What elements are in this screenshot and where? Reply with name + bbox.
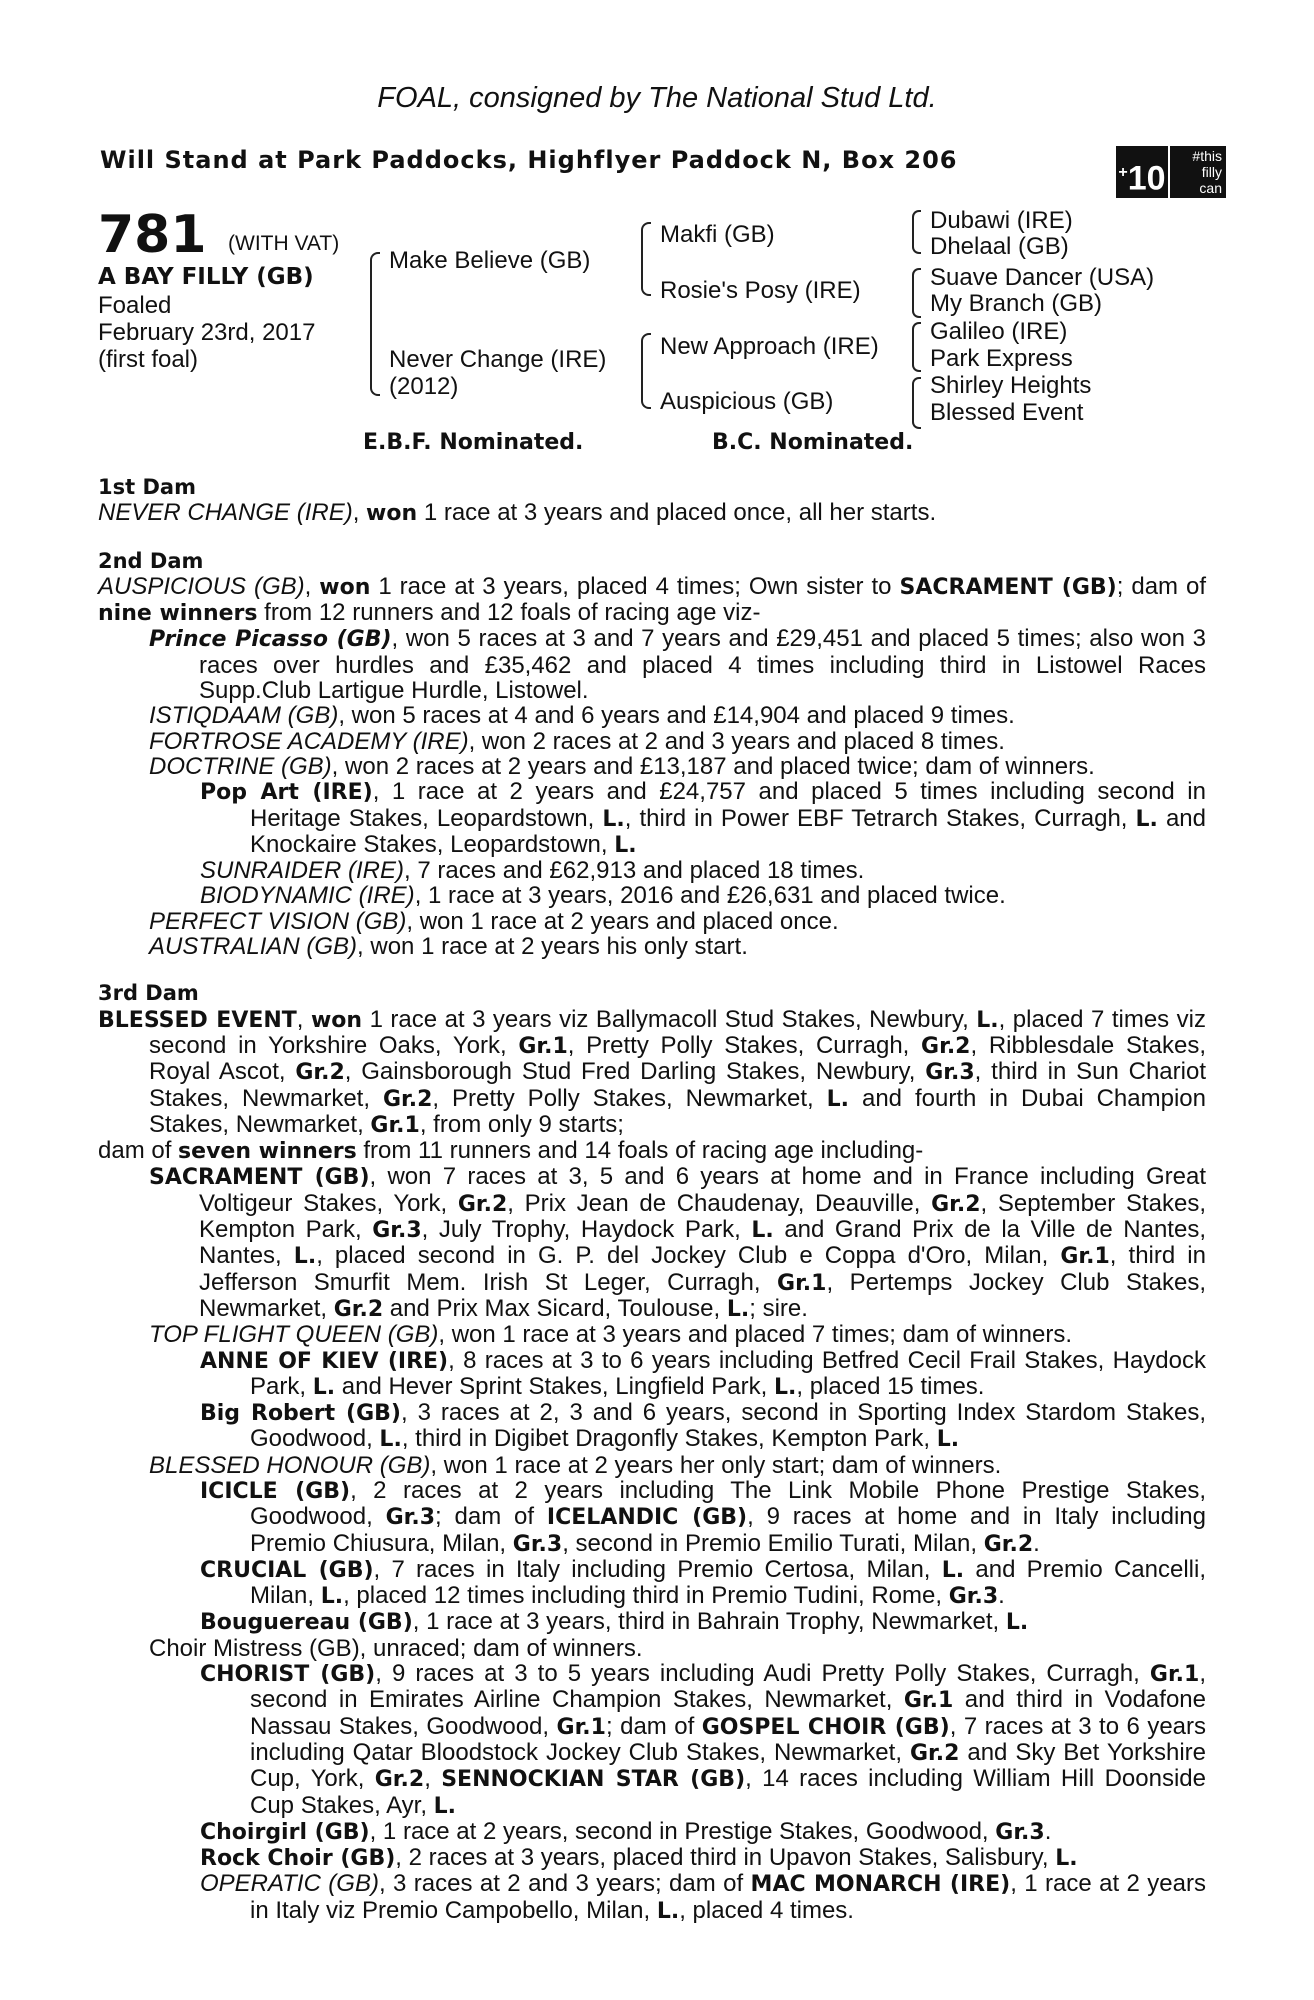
first-dam-heading: 1st Dam [98, 475, 196, 499]
dam: Never Change (IRE) [389, 346, 607, 373]
vat-note: (WITH VAT) [228, 232, 340, 255]
gg-5: Galileo (IRE) [930, 318, 1068, 345]
pedigree-brace-1 [370, 252, 380, 396]
ebf-nominated: E.B.F. Nominated. [363, 430, 584, 455]
gg-4: My Branch (GB) [930, 290, 1103, 317]
third-dam-heading: 3rd Dam [98, 981, 199, 1006]
catalogue-body [98, 475, 1206, 1924]
first-dam-entry: NEVER CHANGE (IRE), won 1 race at 3 years and placed once, all her starts. [98, 499, 937, 527]
this-filly-can-logo: #this filly can [1170, 146, 1226, 198]
sire-dam: Rosie's Posy (IRE) [660, 277, 861, 304]
progeny-bouguereau: Bouguereau (GB), 1 race at 3 years, third in Bahrain Trophy, Newmarket, L. [200, 1608, 1029, 1636]
lot-number: 781 [98, 205, 207, 265]
progeny-icicle: ICICLE (GB), 2 races at 2 years including The Link Mobile Phone Prestige Stakes, Goodwood, Gr.3; dam of ICELANDIC (GB), 9 races at home and in Italy including Premio Chiusura, Milan, Gr.3, second in Premio Emilio Turati, Milan, Gr.2. [200, 1476, 1207, 1557]
progeny-crucial: CRUCIAL (GB), 7 races in Italy including Premio Certosa, Milan, L. and Premio Cancelli, Milan, L., placed 12 times including third in Premio Tudini, Rome, Gr.3. [200, 1555, 1207, 1610]
consignment-line: FOAL, consigned by The National Stud Ltd. [377, 82, 937, 114]
progeny-big-robert: Big Robert (GB), 3 races at 2, 3 and 6 years, second in Sporting Index Stardom Stakes, Goodwood, L., third in Digibet Dragonfly Stakes, Kempton Park, L. [200, 1399, 1206, 1453]
third-dam-produce: dam of seven winners from 11 runners and 14 foals of racing age including- [98, 1137, 924, 1165]
gg-7: Shirley Heights [930, 372, 1092, 399]
foaled-date: February 23rd, 2017 [98, 319, 316, 346]
badge-10-logo: +10 [1116, 146, 1168, 198]
progeny-australian: AUSTRALIAN (GB), won 1 race at 2 years his only start. [149, 933, 748, 961]
gg-3: Suave Dancer (USA) [930, 264, 1155, 291]
gg-6: Park Express [930, 345, 1073, 372]
progeny-choirgirl: Choirgirl (GB), 1 race at 2 years, second in Prestige Stakes, Goodwood, Gr.3. [200, 1817, 1052, 1845]
progeny-sacrament: SACRAMENT (GB), won 7 races at 3, 5 and 6 years at home and in France including Great Voltigeur Stakes, York, Gr.2, Prix Jean de Chaudenay, Deauville, Gr.2, September Stakes, Kempton Park, Gr.3, July Trophy, Haydock Park, L. and Grand Prix de la Ville de Nantes, Nantes, L., placed second in G. P. del Jockey Club e Coppa d'Oro, Milan, Gr.1, third in Jefferson Smurfit Mem. Irish St Leger, Curragh, Gr.1, Pertemps Jockey Club Stakes, Newmarket, Gr.2 and Prix Max Sicard, Toulouse, L.; sire. [149, 1163, 1206, 1322]
pedigree-brace-4 [912, 210, 921, 254]
lot-name: A BAY FILLY (GB) [98, 264, 314, 290]
progeny-biodynamic: BIODYNAMIC (IRE), 1 race at 3 years, 2016 and £26,631 and placed twice. [200, 882, 1006, 910]
third-dam-entry: BLESSED EVENT, won 1 race at 3 years viz Ballymacoll Stud Stakes, Newbury, L., placed 7 times viz second in Yorkshire Oaks, York, Gr.1, Pretty Polly Stakes, Curragh, Gr.2, Ribblesdale Stakes, Royal Ascot, Gr.2, Gainsborough Stud Fred Darling Stakes, Newbury, Gr.3, third in Sun Chariot Stakes, Newmarket, Gr.2, Pretty Polly Stakes, Newmarket, L. and fourth in Dubai Champion Stakes, Newmarket, Gr.1, from only 9 starts; [98, 1005, 1207, 1138]
stand-location: Will Stand at Park Paddocks, Highflyer Paddock N, Box 206 [100, 146, 958, 174]
progeny-chorist: CHORIST (GB), 9 races at 3 to 5 years including Audi Pretty Polly Stakes, Curragh, Gr.1, second in Emirates Airline Champion Stakes, Newmarket, Gr.1 and third in Vodafone Nassau Stakes, Goodwood, Gr.1; dam of GOSPEL CHOIR (GB), 7 races at 3 to 6 years including Qatar Bloodstock Jockey Club Stakes, Newmarket, Gr.2 and Sky Bet Yorkshire Cup, York, Gr.2, SENNOCKIAN STAR (GB), 14 races including William Hill Doonside Cup Stakes, Ayr, L. [200, 1660, 1207, 1819]
foaled-label: Foaled [98, 292, 172, 319]
progeny-pop-art: Pop Art (IRE), 1 race at 2 years and £24,757 and placed 5 times including second in Heritage Stakes, Leopardstown, L., third in Power EBF Tetrarch Stakes, Curragh, L. and Knockaire Stakes, Leopardstown, L. [200, 778, 1206, 858]
dam-sire: New Approach (IRE) [660, 333, 879, 360]
gg-2: Dhelaal (GB) [930, 233, 1069, 260]
progeny-choir-mistress: Choir Mistress (GB), unraced; dam of winners. [149, 1634, 643, 1662]
progeny-anne-of-kiev: ANNE OF KIEV (IRE), 8 races at 3 to 6 years including Betfred Cecil Frail Stakes, Haydock Park, L. and Hever Sprint Stakes, Lingfield Park, L., placed 15 times. [200, 1346, 1207, 1400]
second-dam-heading: 2nd Dam [98, 548, 204, 573]
progeny-sunraider: SUNRAIDER (IRE), 7 races and £62,913 and placed 18 times. [200, 857, 865, 885]
gg-8: Blessed Event [930, 399, 1084, 426]
pedigree-brace-2 [641, 222, 651, 296]
pedigree-brace-3 [641, 333, 651, 409]
progeny-operatic: OPERATIC (GB), 3 races at 2 and 3 years; dam of MAC MONARCH (IRE), 1 race at 2 years in Italy viz Premio Campobello, Milan, L., placed 4 times. [200, 1870, 1206, 1924]
second-dam-entry: AUSPICIOUS (GB), won 1 race at 3 years, placed 4 times; Own sister to SACRAMENT (GB); dam of nine winners from 12 runners and 12 foals of racing age viz- [98, 572, 1207, 627]
progeny-rock-choir: Rock Choir (GB), 2 races at 3 years, placed third in Upavon Stakes, Salisbury, L. [200, 1844, 1078, 1872]
bc-nominated: B.C. Nominated. [712, 430, 914, 455]
gg-1: Dubawi (IRE) [930, 207, 1073, 234]
pedigree-brace-5 [912, 268, 921, 318]
pedigree-brace-6 [912, 322, 921, 372]
sire-sire: Makfi (GB) [660, 221, 775, 248]
dam-dam: Auspicious (GB) [660, 388, 834, 415]
sire: Make Believe (GB) [389, 247, 591, 274]
progeny-perfect-vision: PERFECT VISION (GB), won 1 race at 2 years and placed once. [149, 907, 839, 935]
progeny-prince-picasso: Prince Picasso (GB), won 5 races at 3 and 7 years and £29,451 and placed 5 times; also won 3 races over hurdles and £35,462 and placed 4 times including third in Listowel Races Supp.Club Lartigue Hurdle, Listowel. [149, 625, 1206, 705]
progeny-fortrose-academy: FORTROSE ACADEMY (IRE), won 2 races at 2 and 3 years and placed 8 times. [149, 727, 1005, 755]
progeny-blessed-honour: BLESSED HONOUR (GB), won 1 race at 2 years her only start; dam of winners. [149, 1451, 1002, 1479]
progeny-top-flight-queen: TOP FLIGHT QUEEN (GB), won 1 race at 3 years and placed 7 times; dam of winners. [149, 1321, 1073, 1349]
progeny-doctrine: DOCTRINE (GB), won 2 races at 2 years and £13,187 and placed twice; dam of winners. [149, 752, 1095, 780]
progeny-istiqdaam: ISTIQDAAM (GB), won 5 races at 4 and 6 years and £14,904 and placed 9 times. [149, 702, 1015, 730]
pedigree-brace-7 [912, 377, 921, 429]
dam-year: (2012) [389, 373, 459, 400]
foal-note: (first foal) [98, 346, 199, 373]
